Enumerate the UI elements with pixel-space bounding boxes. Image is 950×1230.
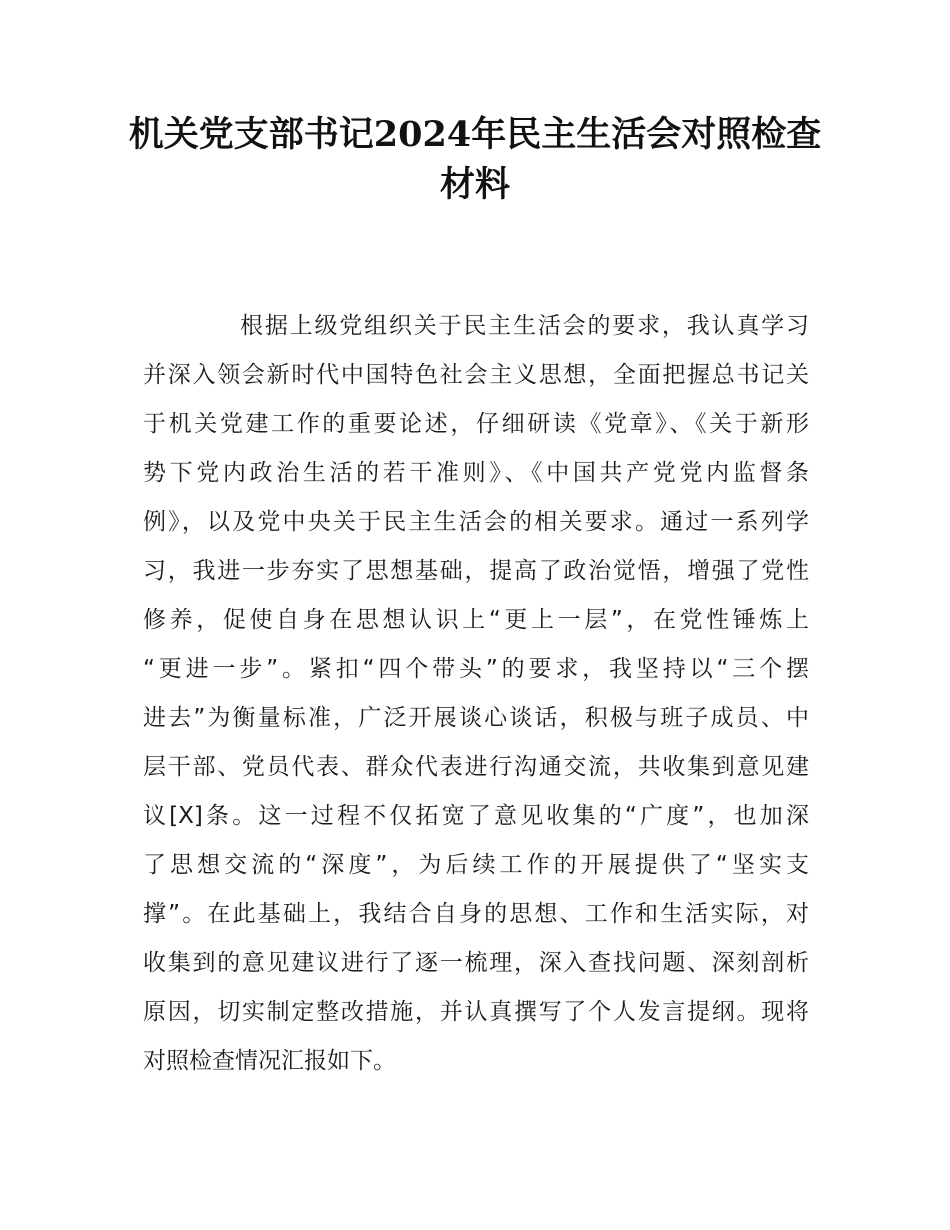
paragraph-line: “更进一步”。紧扣“四个带头”的要求，我坚持以“三个摆 — [143, 656, 809, 682]
paragraph-line: 势下党内政治生活的若干准则》、《中国共产党党内监督条 — [143, 460, 809, 486]
paragraph-line: 层干部、党员代表、群众代表进行沟通交流，共收集到意见建 — [143, 754, 809, 780]
paragraph-line: 例》，以及党中央关于民主生活会的相关要求。通过一系列学 — [143, 509, 809, 535]
paragraph-line: 于机关党建工作的重要论述，仔细研读《党章》、《关于新形 — [143, 411, 809, 437]
paragraph-line: 对照检查情况汇报如下。 — [143, 1048, 396, 1074]
paragraph-line: 并深入领会新时代中国特色社会主义思想，全面把握总书记关 — [143, 362, 809, 388]
paragraph-line: 议[X]条。这一过程不仅拓宽了意见收集的“广度”，也加深 — [143, 803, 809, 829]
paragraph-line: 习，我进一步夯实了思想基础，提高了政治觉悟，增强了党性 — [143, 558, 809, 584]
paragraph-line: 原因，切实制定整改措施，并认真撰写了个人发言提纲。现将 — [143, 999, 809, 1025]
paragraph-line: 进去”为衡量标准，广泛开展谈心谈话，积极与班子成员、中 — [143, 705, 809, 731]
paragraph-line: 收集到的意见建议进行了逐一梳理，深入查找问题、深刻剖析 — [143, 950, 809, 976]
paragraph-line: 撑”。在此基础上，我结合自身的思想、工作和生活实际，对 — [143, 901, 809, 927]
document-title — [95, 110, 855, 210]
paragraph-line: 修养，促使自身在思想认识上“更上一层”，在党性锤炼上 — [143, 607, 809, 633]
body-paragraph — [143, 302, 809, 1086]
paragraph-line: 根据上级党组织关于民主生活会的要求，我认真学习 — [240, 313, 809, 339]
paragraph-line: 了思想交流的“深度”，为后续工作的开展提供了“坚实支 — [143, 852, 809, 878]
title-line-1: 机关党支部书记2024年民主生活会对照检查 — [128, 114, 822, 155]
title-line-2: 材料 — [439, 164, 510, 205]
